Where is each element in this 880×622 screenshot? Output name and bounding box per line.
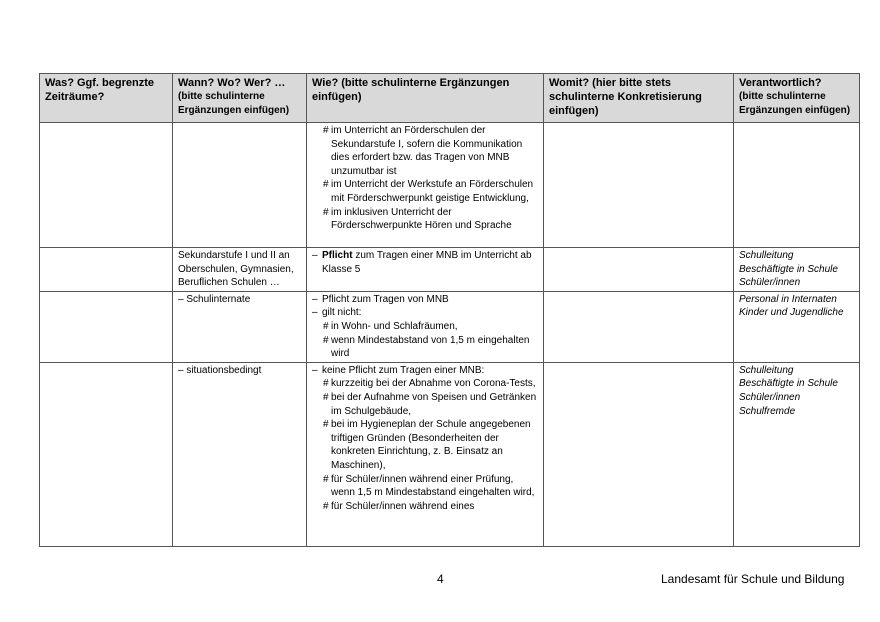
cell-with xyxy=(544,123,734,248)
responsible-party: Schulleitung xyxy=(739,250,794,261)
list-item-text: Pflicht zum Tragen von MNB xyxy=(322,293,449,305)
header-when xyxy=(173,74,307,123)
cell-responsible xyxy=(734,123,860,248)
footer-organization: Landesamt für Schule und Bildung xyxy=(661,572,845,586)
responsible-party: Schulfremde xyxy=(739,405,796,417)
responsible-party: Beschäftigte in Schule xyxy=(739,378,838,390)
cell-when xyxy=(173,123,307,248)
hash-list-item xyxy=(317,377,538,391)
cell-how xyxy=(307,248,544,292)
cell-with xyxy=(544,362,734,546)
header-what-label: Was? Ggf. begrenzte Zeiträume? xyxy=(45,77,154,103)
header-with xyxy=(544,74,734,123)
list-item-text: kurzzeitig bei der Abnahme von Corona-Tests, xyxy=(331,378,536,390)
hash-list-item xyxy=(317,320,538,334)
hash-bullet-icon: # xyxy=(323,419,329,431)
hash-list-item xyxy=(317,206,538,233)
header-responsible-sub: (bitte schulinterne Ergänzungen einfügen) xyxy=(739,91,851,116)
dash-list-item xyxy=(312,249,538,276)
list-item-text: in Wohn- und Schlafräumen, xyxy=(331,320,458,332)
dash-bullet-icon: – xyxy=(312,250,318,261)
hash-list-item xyxy=(317,500,538,514)
dash-list-item xyxy=(312,364,538,378)
table-row xyxy=(40,291,860,362)
dash-bullet-icon: – xyxy=(312,364,318,376)
header-what xyxy=(40,74,173,123)
hash-list-item xyxy=(317,178,538,205)
dash-bullet-icon: – xyxy=(312,293,318,305)
cell-what xyxy=(40,362,173,546)
responsible-party: Schüler/innen xyxy=(739,391,801,403)
list-item-text: im Unterricht der Werkstufe an Förderschulen mit Förderschwerpunkt geistige Entwicklung, xyxy=(331,179,534,204)
cell-responsible xyxy=(734,248,860,292)
responsible-party: Beschäftigte in Schule xyxy=(739,263,838,275)
cell-with xyxy=(544,248,734,292)
cell-responsible xyxy=(734,362,860,546)
table-row xyxy=(40,248,860,292)
responsible-party: Schüler/innen xyxy=(739,277,801,289)
hash-list-item xyxy=(317,418,538,472)
hash-bullet-icon: # xyxy=(323,179,329,191)
header-when-label: Wann? Wo? Wer? … xyxy=(178,77,286,89)
cell-responsible xyxy=(734,291,860,362)
list-item-text: für Schüler/innen während eines xyxy=(331,500,475,512)
cell-what xyxy=(40,123,173,248)
list-item-text: bei der Aufnahme von Speisen und Getränken im Schulgebäude, xyxy=(331,391,537,417)
hash-bullet-icon: # xyxy=(323,391,329,403)
hash-bullet-icon: # xyxy=(323,206,329,218)
dash-bullet-icon: – xyxy=(312,307,318,319)
list-item-text: im Unterricht an Förderschulen der Sekundarstufe I, sofern die Kommunikation dies erfordert bzw. das Tragen von MNB unzumutbar ist xyxy=(331,125,523,177)
hash-bullet-icon: # xyxy=(323,320,329,332)
list-item-text: wenn Mindestabstand von 1,5 m eingehalten wird xyxy=(331,334,530,360)
table-row xyxy=(40,362,860,546)
list-item-text: im inklusiven Unterricht der Förderschwerpunkte Hören und Sprache xyxy=(331,206,512,232)
bold-keyword: Pflicht xyxy=(322,250,353,261)
header-how-label: Wie? (bitte schulinterne Ergänzungen einfügen) xyxy=(312,77,510,103)
dash-list-item xyxy=(312,306,538,320)
cell-when: Sekundarstufe I und II an Oberschulen, Gymnasien, Beruflichen Schulen … xyxy=(173,248,307,292)
dash-list-item xyxy=(312,293,538,307)
hash-list-item xyxy=(317,391,538,418)
cell-how xyxy=(307,291,544,362)
list-item-text: zum Tragen einer MNB im Unterricht ab Klasse 5 xyxy=(322,250,532,275)
hash-bullet-icon: # xyxy=(323,473,329,485)
hash-bullet-icon: # xyxy=(323,125,329,136)
list-item-text: für Schüler/innen während einer Prüfung, wenn 1,5 m Mindestabstand eingehalten wird, xyxy=(331,473,535,499)
table-row xyxy=(40,123,860,248)
header-how xyxy=(307,74,544,123)
measures-table xyxy=(39,73,860,547)
list-item-text: gilt nicht: xyxy=(322,307,362,319)
cell-what xyxy=(40,291,173,362)
table-header-row xyxy=(40,74,860,123)
cell-when: – situationsbedingt xyxy=(173,362,307,546)
hash-bullet-icon: # xyxy=(323,500,329,512)
hash-list-item xyxy=(317,334,538,361)
page-number: 4 xyxy=(437,572,444,586)
header-responsible-label: Verantwortlich? xyxy=(739,77,822,89)
cell-how xyxy=(307,123,544,248)
header-with-label: Womit? (hier bitte stets schulinterne Konkretisierung einfügen) xyxy=(549,77,702,117)
cell-what xyxy=(40,248,173,292)
hash-list-item xyxy=(317,124,538,178)
cell-when: – Schulinternate xyxy=(173,291,307,362)
hash-bullet-icon: # xyxy=(323,334,329,346)
hash-bullet-icon: # xyxy=(323,378,329,390)
list-item-text: keine Pflicht zum Tragen einer MNB: xyxy=(322,364,485,376)
header-when-sub: (bitte schulinterne Ergänzungen einfügen) xyxy=(178,91,290,116)
hash-list-item xyxy=(317,473,538,500)
responsible-party: Personal in Internaten xyxy=(739,293,837,305)
list-item-text: bei im Hygieneplan der Schule angegebenen triftigen Gründen (Besonderheiten der konkreten Einrichtung, z. B. Einsatz an Maschinen), xyxy=(331,419,531,471)
cell-how xyxy=(307,362,544,546)
cell-with xyxy=(544,291,734,362)
header-responsible xyxy=(734,74,860,123)
responsible-party: Schulleitung xyxy=(739,364,794,376)
responsible-party: Kinder und Jugendliche xyxy=(739,307,844,319)
table-body xyxy=(40,123,860,547)
